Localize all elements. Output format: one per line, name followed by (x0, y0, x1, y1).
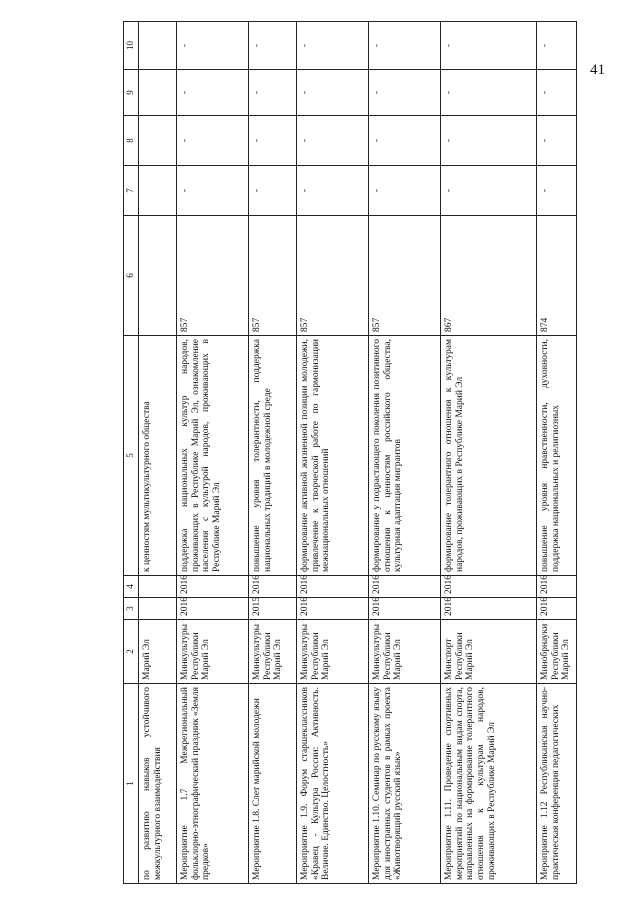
value-7: - (441, 166, 537, 216)
code: 857 (249, 216, 297, 336)
start-year (139, 598, 177, 620)
start-year: 2015 (249, 598, 297, 620)
table-row (537, 22, 577, 884)
executor: Минкультуры Республики Марий Эл (249, 620, 297, 684)
table-row (369, 22, 441, 884)
page-number: 41 (590, 62, 605, 78)
event-name: Мероприятие 1.11. Проведение спортивных мероприятий по национальным видам спорта, направленных на формирование толерантного отношения к культурам народов, проживающих в Республике Марий Эл (441, 684, 537, 884)
value-7: - (249, 166, 297, 216)
value-10: - (297, 22, 369, 70)
table-row (139, 22, 177, 884)
event-name: Мероприятие 1.9. Форум старшеклассников «Кравец - Культура России: Активность. Величие. Единство. Целостность» (297, 684, 369, 884)
executor: Минкультуры Республики Марий Эл (369, 620, 441, 684)
code: 867 (441, 216, 537, 336)
end-year: 2016 (249, 576, 297, 598)
value-7: - (369, 166, 441, 216)
col-header: 1 (124, 684, 139, 884)
event-name: Мероприятие 1.12 Республиканская научно-практическая конференция педагогических (537, 684, 577, 884)
start-year: 2016 (297, 598, 369, 620)
end-year: 2016 (369, 576, 441, 598)
value-8: - (369, 116, 441, 166)
expected-result: формирование активной жизненной позиции молодежи, привлечение к творческой работе по гармонизации межнациональных отношений (297, 336, 369, 576)
value-10: - (537, 22, 577, 70)
value-10: - (249, 22, 297, 70)
expected-result: формирование у подрастающего поколения позитивного отношения к ценностям российского общества, культурная адаптация мигрантов (369, 336, 441, 576)
value-9: - (537, 70, 577, 116)
end-year: 2016 (177, 576, 249, 598)
value-9: - (249, 70, 297, 116)
code: 857 (297, 216, 369, 336)
value-7: - (537, 166, 577, 216)
executor: Марий Эл (139, 620, 177, 684)
value-9: - (369, 70, 441, 116)
end-year (139, 576, 177, 598)
col-header: 4 (124, 576, 139, 598)
table-row (297, 22, 369, 884)
end-year: 2016 (537, 576, 577, 598)
rotated-table-container (123, 22, 607, 884)
code (139, 216, 177, 336)
expected-result: формирование толерантного отношения к культурам народов, проживающих в Республике Марий Эл (441, 336, 537, 576)
table-row (441, 22, 537, 884)
table-row (177, 22, 249, 884)
event-name: Мероприятие 1.7 Межрегиональный фольклорно-этнографический праздник «Земля предков» (177, 684, 249, 884)
col-header: 2 (124, 620, 139, 684)
start-year: 2016 (369, 598, 441, 620)
col-header: 10 (124, 22, 139, 70)
col-header: 8 (124, 116, 139, 166)
value-8: - (177, 116, 249, 166)
executor: Минкультуры Республики Марий Эл (297, 620, 369, 684)
end-year: 2016 (297, 576, 369, 598)
value-10: - (441, 22, 537, 70)
executor: Минкультуры Республики Марий Эл (177, 620, 249, 684)
header-row (124, 22, 139, 884)
expected-result: повышение уровня толерантности, поддержка национальных традиций в молодежной среде (249, 336, 297, 576)
start-year: 2016 (537, 598, 577, 620)
col-header: 3 (124, 598, 139, 620)
expected-result: к ценностям мультикультурного общества (139, 336, 177, 576)
value-9 (139, 70, 177, 116)
code: 857 (369, 216, 441, 336)
value-7: - (297, 166, 369, 216)
value-10: - (177, 22, 249, 70)
table-row (249, 22, 297, 884)
col-header: 9 (124, 70, 139, 116)
executor: Минобрнауки Республики Марий Эл (537, 620, 577, 684)
start-year: 2016 (177, 598, 249, 620)
executor: Минспорт Республики Марий Эл (441, 620, 537, 684)
col-header: 5 (124, 336, 139, 576)
value-7: - (177, 166, 249, 216)
expected-result: повышение уровня нравственности, духовности, поддержка национальных и религиозных (537, 336, 577, 576)
value-9: - (177, 70, 249, 116)
value-9: - (441, 70, 537, 116)
code: 874 (537, 216, 577, 336)
col-header: 7 (124, 166, 139, 216)
value-9: - (297, 70, 369, 116)
value-7 (139, 166, 177, 216)
start-year: 2016 (441, 598, 537, 620)
program-table (123, 21, 577, 884)
expected-result: поддержка национальных культур народов, проживающих в Республике Марий Эл, ознакомление населения с культурой народов, проживающих в Республике Марий Эл (177, 336, 249, 576)
value-8 (139, 116, 177, 166)
event-name: Мероприятие 1.8. Слет марийской молодежи (249, 684, 297, 884)
end-year: 2016 (441, 576, 537, 598)
col-header: 6 (124, 216, 139, 336)
value-10 (139, 22, 177, 70)
value-8: - (537, 116, 577, 166)
value-10: - (369, 22, 441, 70)
value-8: - (297, 116, 369, 166)
event-name: Мероприятие 1.10. Семинар по русскому языку для иностранных студентов в рамках проекта «Животворящий русский язык» (369, 684, 441, 884)
value-8: - (249, 116, 297, 166)
event-name: по развитию навыков устойчивого межкультурного взаимодействия (139, 684, 177, 884)
value-8: - (441, 116, 537, 166)
code: 857 (177, 216, 249, 336)
